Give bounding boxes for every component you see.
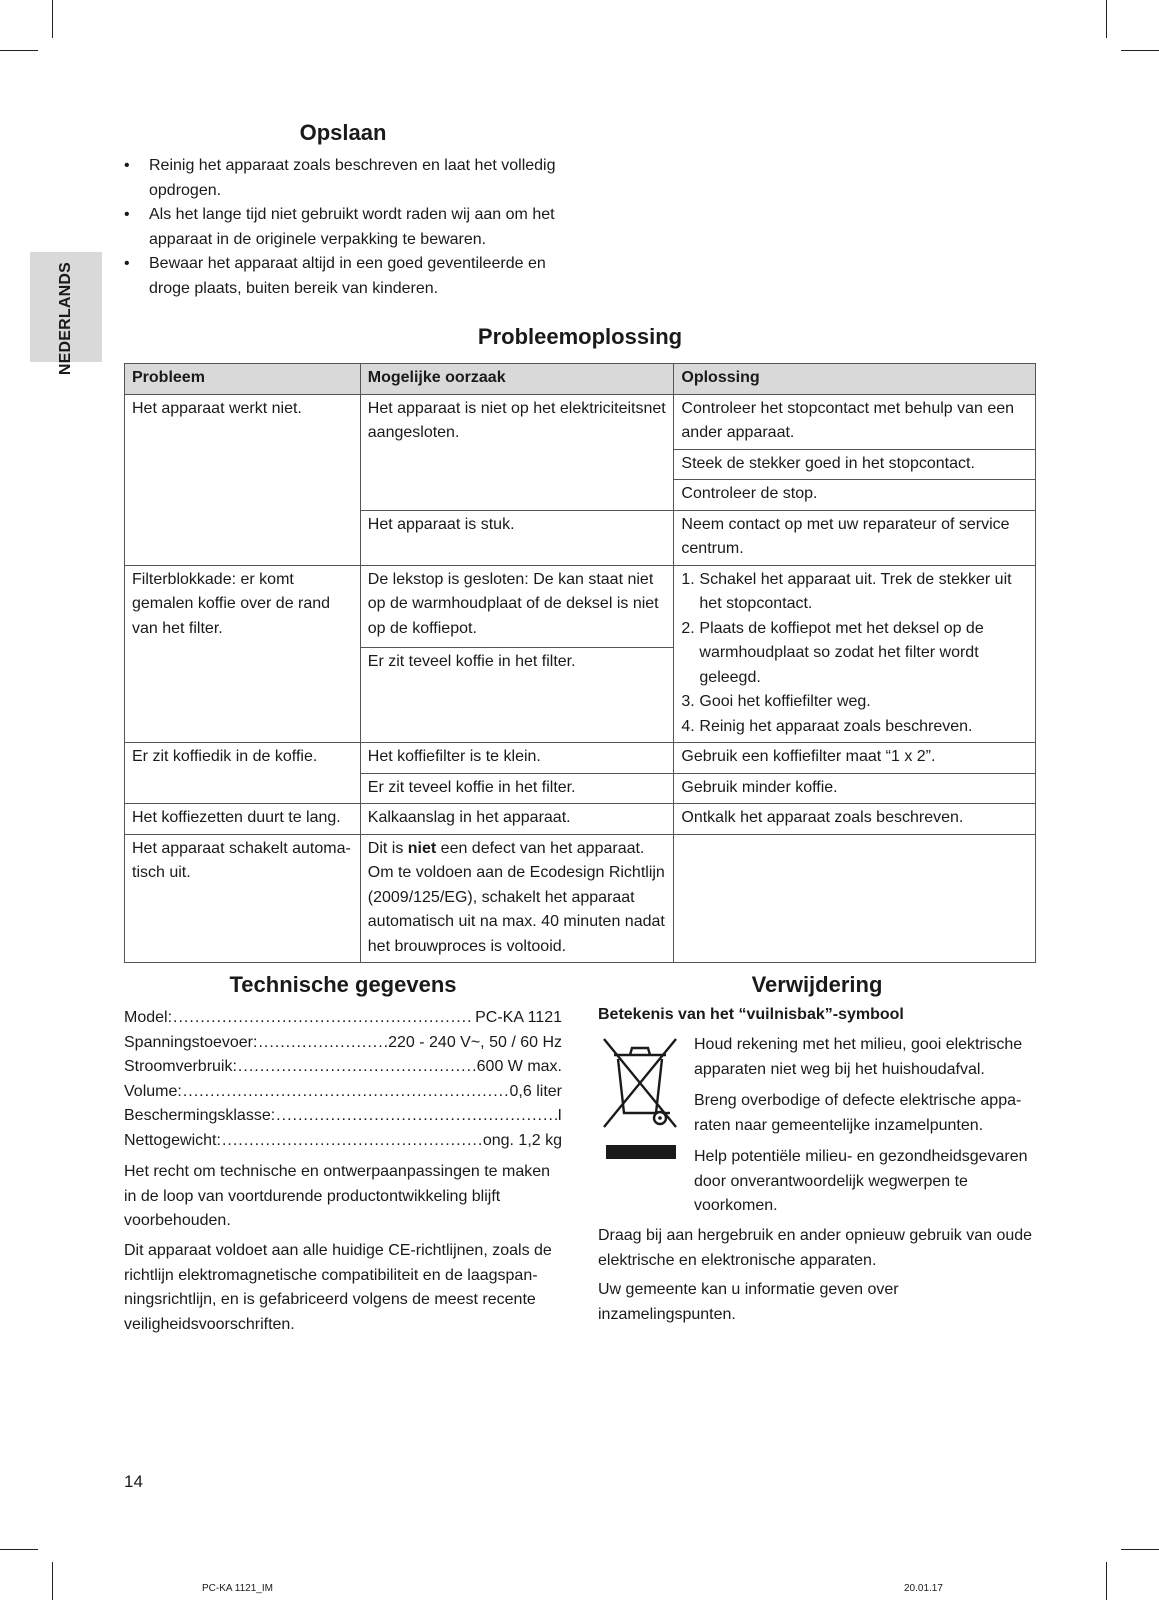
- solution-cell: [674, 834, 1036, 963]
- storage-list: [124, 154, 574, 301]
- problem-cell: Het apparaat schakelt automa-tisch uit.: [125, 834, 361, 963]
- disposal-text-5: Uw gemeente kan u informatie geven over inzamelingspunten.: [598, 1281, 899, 1323]
- column-header: Oplossing: [674, 364, 1036, 395]
- problem-cell: Filterblokkade: er komt gemalen koffie over de rand van het filter.: [125, 565, 361, 743]
- crop-mark: [1121, 1549, 1159, 1550]
- solution-cell: Gebruik een koffiefilter maat “1 x 2”.: [674, 743, 1036, 774]
- troubleshooting-table: [124, 363, 1036, 963]
- solution-steps: [681, 568, 1028, 740]
- crop-mark: [1106, 1562, 1107, 1600]
- spec-row: Beschermingsklasse: ..... I: [124, 1104, 562, 1129]
- cause-cell: Kalkaanslag in het apparaat.: [360, 804, 674, 835]
- footer-date: 20.01.17: [904, 1583, 943, 1594]
- crop-mark: [52, 1562, 53, 1600]
- column-header: Mogelijke oorzaak: [360, 364, 674, 395]
- storage-title: Opslaan: [299, 120, 387, 145]
- list-item: 4. Reinig het apparaat zoals beschreven.: [681, 717, 973, 735]
- list-item: 1. Schakel het apparaat uit. Trek de stekker uit het stopcontact.: [681, 570, 1012, 612]
- solution-cell: Controleer het stopcontact met behulp van een ander apparaat.: [674, 394, 1036, 449]
- list-item: 3. Gooi het koffiefilter weg.: [681, 693, 871, 710]
- crop-mark: [0, 1549, 38, 1550]
- list-item: • Als het lange tijd niet gebruikt wordt raden wij aan om het apparaat in de originele verpakking te bewaren.: [124, 203, 574, 252]
- solution-cell: Controleer de stop.: [674, 480, 1036, 511]
- cause-cell: Het apparaat is niet op het elektriciteitsnet aangesloten.: [360, 394, 674, 510]
- list-item: • Reinig het apparaat zoals beschreven en laat het volledig opdrogen.: [124, 154, 574, 203]
- spec-row: Spanningstoevoer: ..... 220 - 240 V~, 50 / 60 Hz: [124, 1031, 562, 1056]
- spec-row: Model: ..... PC-KA 1121: [124, 1006, 562, 1031]
- disposal-subtitle: Betekenis van het “vuilnisbak”-symbool: [598, 1006, 904, 1023]
- table-row: [125, 394, 1036, 449]
- disposal-text-3: Help potentiële milieu- en gezondheidsgevaren door onverantwoordelijk wegwerpen te voorkomen.: [694, 1148, 1028, 1214]
- ce-compliance-note: Dit apparaat voldoet aan alle huidige CE-richtlijnen, zoals de richtlijn elektromagnetische compatibiliteit en de laagspan-ningsrichtlijn, en is gefabriceerd volgens de meest recente veiligheidsvoorschriften.: [124, 1242, 552, 1333]
- cause-cell: Het koffiefilter is te klein.: [360, 743, 674, 774]
- table-row: [125, 834, 1036, 963]
- cause-cell: Dit is niet een defect van het apparaat. Om te voldoen aan de Ecodesign Richtlijn (2009/125/EG), schakelt het apparaat automatisch uit na max. 40 minuten nadat het brouwproces is voltooid.: [360, 834, 674, 963]
- spec-list: [124, 1006, 562, 1153]
- language-label: NEDERLANDS: [57, 262, 74, 376]
- problem-cell: Het koffiezetten duurt te lang.: [125, 804, 361, 835]
- disposal-title: Verwijdering: [751, 972, 883, 997]
- emphasis: niet: [407, 839, 437, 857]
- crop-mark: [52, 0, 53, 38]
- spec-row: Volume: ..... 0,6 liter: [124, 1080, 562, 1105]
- tech-title: Technische gegevens: [229, 972, 457, 997]
- crossed-out-wheelie-bin-icon: [600, 1033, 680, 1163]
- solution-cell: Neem contact op met uw reparateur of service centrum.: [674, 510, 1036, 565]
- crop-mark: [1121, 50, 1159, 51]
- solution-cell: [674, 565, 1036, 743]
- page-number: 14: [124, 1472, 143, 1491]
- solution-cell: Ontkalk het apparaat zoals beschreven.: [674, 804, 1036, 835]
- cause-cell: Er zit teveel koffie in het filter.: [360, 773, 674, 804]
- spec-row: Stroomverbruik: ..... 600 W max.: [124, 1055, 562, 1080]
- table-header-row: [125, 364, 1036, 395]
- cause-cell: De lekstop is gesloten: De kan staat niet op de warmhoudplaat of de deksel is niet op de koffiepot.: [360, 565, 674, 648]
- disposal-text-1: Houd rekening met het milieu, gooi elektrische apparaten niet weg bij het huishoudafval.: [694, 1036, 1023, 1078]
- solution-cell: Gebruik minder koffie.: [674, 773, 1036, 804]
- problem-cell: Er zit koffiedik in de koffie.: [125, 743, 361, 804]
- list-item: • Bewaar het apparaat altijd in een goed geventileerde en droge plaats, buiten bereik van kinderen.: [124, 252, 574, 301]
- column-header: Probleem: [125, 364, 361, 395]
- table-row: [125, 565, 1036, 648]
- cause-cell: Het apparaat is stuk.: [360, 510, 674, 565]
- cause-cell: Er zit teveel koffie in het filter.: [360, 648, 674, 743]
- disposal-text-4: Draag bij aan hergebruik en ander opnieuw gebruik van oude elektrische en elektronische apparaten.: [598, 1227, 1033, 1269]
- table-row: [125, 743, 1036, 774]
- problem-cell: Het apparaat werkt niet.: [125, 394, 361, 565]
- crop-mark: [0, 50, 38, 51]
- spec-row: Nettogewicht: ..... ong. 1,2 kg: [124, 1129, 562, 1154]
- crop-mark: [1106, 0, 1107, 38]
- footer-doc-id: PC-KA 1121_IM: [202, 1583, 273, 1594]
- troubleshooting-title: Probleemoplossing: [477, 324, 683, 349]
- list-item: 2. Plaats de koffiepot met het deksel op de warmhoudplaat so zodat het filter wordt geleegd.: [681, 619, 984, 686]
- table-row: [125, 804, 1036, 835]
- solution-cell: Steek de stekker goed in het stopcontact.: [674, 449, 1036, 480]
- design-change-note: Het recht om technische en ontwerpaanpassingen te maken in de loop van voortdurende productontwikkeling blijft voorbehouden.: [124, 1163, 551, 1229]
- disposal-text-2: Breng overbodige of defecte elektrische appa-raten naar gemeentelijke inzamelpunten.: [694, 1092, 1022, 1134]
- language-side-tab: [30, 252, 102, 376]
